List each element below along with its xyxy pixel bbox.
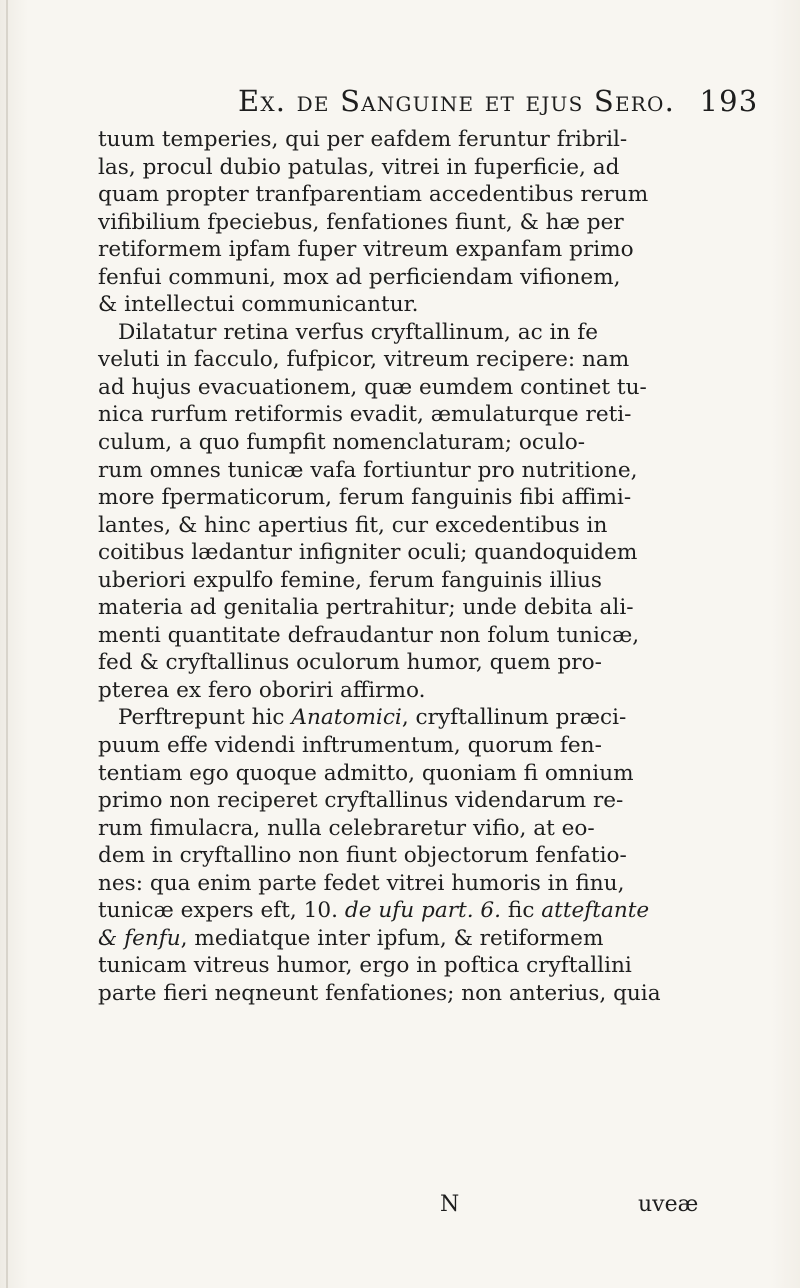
text-line: uberiori expulfo femine, ferum fanguinis illius (98, 567, 602, 593)
text-line: nes: qua enim parte fedet vitrei humoris in finu, (98, 870, 625, 896)
text-line: vifibilium fpeciebus, fenfationes fiunt, & hæ per (98, 209, 624, 235)
text-line: & fenfu, mediatque inter ipfum, & retiformem (98, 925, 604, 951)
page-number: 193 (699, 84, 759, 118)
text-line: culum, a quo fumpfit nomenclaturam; oculo- (98, 430, 586, 456)
text-line: tunicæ expers eft, 10. de ufu part. 6. fic atteftante (98, 898, 650, 924)
signature-mark: N (440, 1192, 460, 1217)
text-line: materia ad genitalia pertrahitur; unde debita ali- (98, 595, 634, 621)
running-title: Ex. de Sanguine et ejus Sero. (238, 84, 676, 118)
text-line: retiformem ipfam fuper vitreum expanfam primo (98, 237, 634, 263)
paragraph-start-line: Perftrepunt hic Anatomici, cryftallinum præci- (118, 705, 627, 731)
text-line: quam propter tranfparentiam accedentibus rerum (98, 182, 649, 208)
text-line: rum fimulacra, nulla celebraretur vifio, at eo- (98, 815, 595, 841)
text-line: parte fieri neqneunt fenfationes; non anterius, quia (98, 980, 661, 1006)
catchword: uveæ (638, 1192, 699, 1217)
text-line: more fpermaticorum, ferum fanguinis fibi affimi- (98, 485, 632, 511)
text-line: puum effe videndi inftrumentum, quorum fen- (98, 733, 602, 759)
text-line: lantes, & hinc apertius fit, cur excedentibus in (98, 512, 608, 538)
text-line: nica rurfum retiformis evadit, æmulaturque reti- (98, 402, 632, 428)
text-line: & intellectui communicantur. (98, 292, 419, 318)
text-line: primo non reciperet cryftallinus videndarum re- (98, 788, 624, 814)
text-line: ad hujus evacuationem, quæ eumdem continet tu- (98, 374, 647, 400)
page-footer (98, 1192, 699, 1219)
text-line: coitibus lædantur infigniter oculi; quandoquidem (98, 540, 638, 566)
page-gutter-edge (6, 0, 8, 1288)
text-line: fed & cryftallinus oculorum humor, quem pro- (98, 650, 602, 676)
text-line: veluti in facculo, fufpicor, vitreum recipere: nam (98, 347, 630, 373)
text-line: las, procul dubio patulas, vitrei in fuperficie, ad (98, 154, 620, 180)
text-line: tunicam vitreus humor, ergo in poftica cryftallini (98, 953, 632, 979)
text-line: rum omnes tunicæ vafa fortiuntur pro nutritione, (98, 457, 638, 483)
text-line: menti quantitate defraudantur non folum tunicæ, (98, 622, 640, 648)
body-text (98, 126, 688, 1008)
text-line: tentiam ego quoque admitto, quoniam fi omnium (98, 760, 634, 786)
paragraph-start-line: Dilatatur retina verfus cryftallinum, ac in fe (118, 319, 598, 345)
text-line: dem in cryftallino non fiunt objectorum fenfatio- (98, 843, 627, 869)
text-line: pterea ex fero oboriri affirmo. (98, 677, 426, 703)
running-header (238, 84, 759, 118)
text-line: fenfui communi, mox ad perficiendam vifionem, (98, 264, 621, 290)
text-line: tuum temperies, qui per eafdem feruntur fribril- (98, 127, 628, 152)
